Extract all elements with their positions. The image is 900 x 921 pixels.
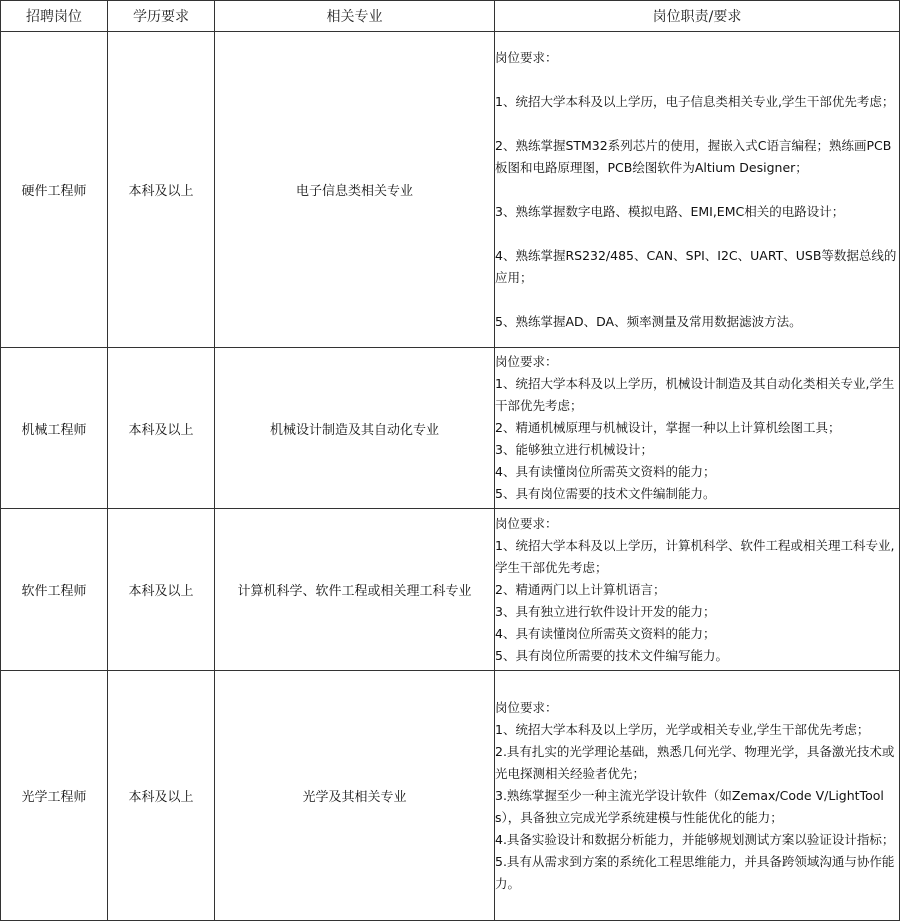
- major-cell: 计算机科学、软件工程或相关理工科专业: [215, 509, 495, 671]
- duty-item: 4.具备实验设计和数据分析能力，并能够规划测试方案以验证设计指标；: [495, 831, 895, 847]
- education-cell: 本科及以上: [108, 509, 215, 671]
- spacer: [495, 113, 899, 135]
- duty-item: 5.具有从需求到方案的系统化工程思维能力，并具备跨领域沟通与协作能力。: [495, 853, 895, 891]
- spacer: [495, 179, 899, 201]
- spacer: [495, 289, 899, 311]
- spacer: [495, 69, 899, 91]
- header-position: 招聘岗位: [1, 1, 108, 32]
- position-cell: 硬件工程师: [1, 32, 108, 348]
- position-cell: 光学工程师: [1, 671, 108, 921]
- spacer: [495, 223, 899, 245]
- duty-item: 1、统招大学本科及以上学历，计算机科学、软件工程或相关理工科专业,学生干部优先考虑；: [495, 537, 895, 575]
- table-row: [1, 509, 900, 671]
- duty-item: 4、具有读懂岗位所需英文资料的能力；: [495, 625, 716, 641]
- duty-item: 2、精通机械原理与机械设计，掌握一种以上计算机绘图工具；: [495, 420, 841, 435]
- major-cell: 光学及其相关专业: [215, 671, 495, 921]
- major-cell: 机械设计制造及其自动化专业: [215, 348, 495, 509]
- duties-cell: [495, 671, 900, 921]
- duty-item: 5、熟练掌握AD、DA、频率测量及常用数据滤波方法。: [495, 313, 802, 329]
- duty-item: 2、精通两门以上计算机语言；: [495, 581, 666, 597]
- header-education: 学历要求: [108, 1, 215, 32]
- duty-item: 1、统招大学本科及以上学历，光学或相关专业,学生干部优先考虑；: [495, 721, 870, 737]
- duty-item: 3、熟练掌握数字电路、模拟电路、EMI,EMC相关的电路设计；: [495, 203, 845, 219]
- duty-title: 岗位要求：: [495, 699, 558, 715]
- table-row: [1, 348, 900, 509]
- duty-item: 1、统招大学本科及以上学历，电子信息类相关专业,学生干部优先考虑；: [495, 93, 895, 109]
- education-cell: 本科及以上: [108, 348, 215, 509]
- duty-title: 岗位要求：: [495, 515, 558, 531]
- major-cell: 电子信息类相关专业: [215, 32, 495, 348]
- duties-cell: [495, 32, 900, 348]
- duty-title: 岗位要求：: [495, 354, 558, 369]
- header-row: [1, 1, 900, 32]
- position-cell: 机械工程师: [1, 348, 108, 509]
- table-row: [1, 671, 900, 921]
- duty-item: 3.熟练掌握至少一种主流光学设计软件（如Zemax/Code V/LightTools），具备独立完成光学系统建模与性能优化的能力；: [495, 787, 884, 825]
- duty-item: 4、熟练掌握RS232/485、CAN、SPI、I2C、UART、USB等数据总线的应用；: [495, 247, 897, 285]
- duty-item: 1、统招大学本科及以上学历，机械设计制造及其自动化类相关专业,学生干部优先考虑；: [495, 376, 895, 413]
- duty-item: 3、能够独立进行机械设计；: [495, 442, 653, 457]
- duty-item: 5、具有岗位需要的技术文件编制能力。: [495, 486, 716, 501]
- education-cell: 本科及以上: [108, 671, 215, 921]
- duty-item: 2.具有扎实的光学理论基础，熟悉几何光学、物理光学，具备激光技术或光电探测相关经验者优先；: [495, 743, 895, 781]
- duties-cell: [495, 348, 900, 509]
- header-major: 相关专业: [215, 1, 495, 32]
- header-duties: 岗位职责/要求: [495, 1, 900, 32]
- duty-item: 5、具有岗位所需要的技术文件编写能力。: [495, 647, 728, 663]
- table-row: [1, 32, 900, 348]
- position-cell: 软件工程师: [1, 509, 108, 671]
- duty-item: 2、熟练掌握STM32系列芯片的使用，握嵌入式C语言编程；熟练画PCB板图和电路原理图，PCB绘图软件为Altium Designer；: [495, 137, 892, 175]
- duty-item: 3、具有独立进行软件设计开发的能力；: [495, 603, 716, 619]
- duty-item: 4、具有读懂岗位所需英文资料的能力；: [495, 464, 716, 479]
- duties-cell: [495, 509, 900, 671]
- education-cell: 本科及以上: [108, 32, 215, 348]
- duty-title: 岗位要求：: [495, 49, 558, 65]
